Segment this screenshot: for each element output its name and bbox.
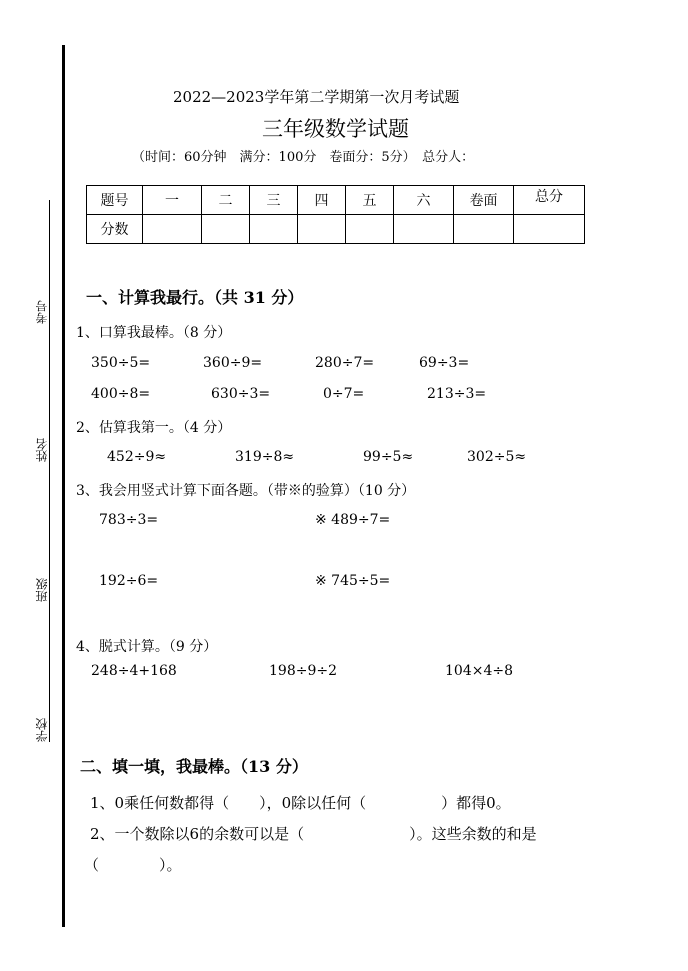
q2-problem: 452÷9≈ xyxy=(107,449,167,465)
q1-problem: 350÷5= xyxy=(91,355,151,371)
binding-line xyxy=(62,45,65,927)
q3-problem: ※ 745÷5= xyxy=(315,573,391,589)
score-header-cell: 六 xyxy=(394,186,454,215)
q1-problem: 360÷9= xyxy=(203,355,263,371)
q3-title: 3、我会用竖式计算下面各题。（带※的验算）（10 分） xyxy=(76,483,416,499)
score-header-cell: 三 xyxy=(250,186,298,215)
q1-title: 1、口算我最棒。（8 分） xyxy=(76,325,232,341)
q1-problem: 400÷8= xyxy=(91,386,151,402)
q4-problem: 198÷9÷2 xyxy=(269,663,337,679)
score-header-cell: 五 xyxy=(346,186,394,215)
q4-problem: 248÷4+168 xyxy=(91,663,177,679)
q1-problem: 213÷3= xyxy=(427,386,487,402)
score-cell[interactable] xyxy=(346,215,394,244)
score-table xyxy=(86,185,585,244)
score-cell[interactable] xyxy=(514,215,585,244)
school-line xyxy=(49,610,50,742)
q3-problem: ※ 489÷7= xyxy=(315,512,391,528)
score-header-cell: 卷面 xyxy=(454,186,514,215)
score-cell[interactable] xyxy=(298,215,346,244)
class-label: 班级 xyxy=(35,578,49,602)
score-cell[interactable] xyxy=(250,215,298,244)
fill-blank-item: 1、0乘任何数都得（ ），0除以任何（ ）都得0。 xyxy=(90,794,511,812)
q2-title: 2、估算我第一。（4 分） xyxy=(76,420,232,436)
score-cell[interactable] xyxy=(143,215,202,244)
q1-problem: 280÷7= xyxy=(315,355,375,371)
score-header-cell: 二 xyxy=(202,186,250,215)
school-label: 学校 xyxy=(35,718,49,742)
q1-problem: 69÷3= xyxy=(419,355,470,371)
name-label: 姓名 xyxy=(35,438,49,462)
q1-problem: 0÷7= xyxy=(323,386,365,402)
q2-problem: 302÷5≈ xyxy=(467,449,527,465)
q3-problem: 192÷6= xyxy=(99,573,159,589)
score-table-header-row xyxy=(87,186,585,215)
q2-problem: 319÷8≈ xyxy=(235,449,295,465)
score-table-score-row xyxy=(87,215,585,244)
q4-title: 4、脱式计算。（9 分） xyxy=(76,639,218,655)
fill-blank-item: 2、一个数除以6的余数可以是（ ）。这些余数的和是 xyxy=(90,825,537,843)
q1-problem: 630÷3= xyxy=(211,386,271,402)
score-header-cell: 一 xyxy=(143,186,202,215)
q3-problem: 783÷3= xyxy=(99,512,159,528)
exam-no-line xyxy=(49,200,50,322)
score-cell[interactable] xyxy=(454,215,514,244)
exam-info: （时间：60分钟 满分：100分 卷面分：5分） 总分人： xyxy=(132,150,475,165)
score-header-cell: 四 xyxy=(298,186,346,215)
class-line xyxy=(49,472,50,610)
section-2-heading: 二、填一填，我最棒。（13 分） xyxy=(80,757,308,776)
q4-problem: 104×4÷8 xyxy=(445,663,513,679)
score-cell[interactable] xyxy=(394,215,454,244)
score-row-label: 分数 xyxy=(87,215,143,244)
q2-problem: 99÷5≈ xyxy=(363,449,414,465)
score-header-cell: 总分 xyxy=(514,186,585,215)
section-1-heading: 一、计算我最行。（共 31 分） xyxy=(86,288,304,307)
exam-no-label: 考号 xyxy=(35,300,49,324)
score-header-cell: 题号 xyxy=(87,186,143,215)
fill-blank-item-continued: （ ）。 xyxy=(84,856,182,874)
page-title: 三年级数学试题 xyxy=(262,117,409,141)
score-cell[interactable] xyxy=(202,215,250,244)
exam-term-line: 2022—2023学年第二学期第一次月考试题 xyxy=(173,88,460,106)
name-line xyxy=(49,322,50,472)
